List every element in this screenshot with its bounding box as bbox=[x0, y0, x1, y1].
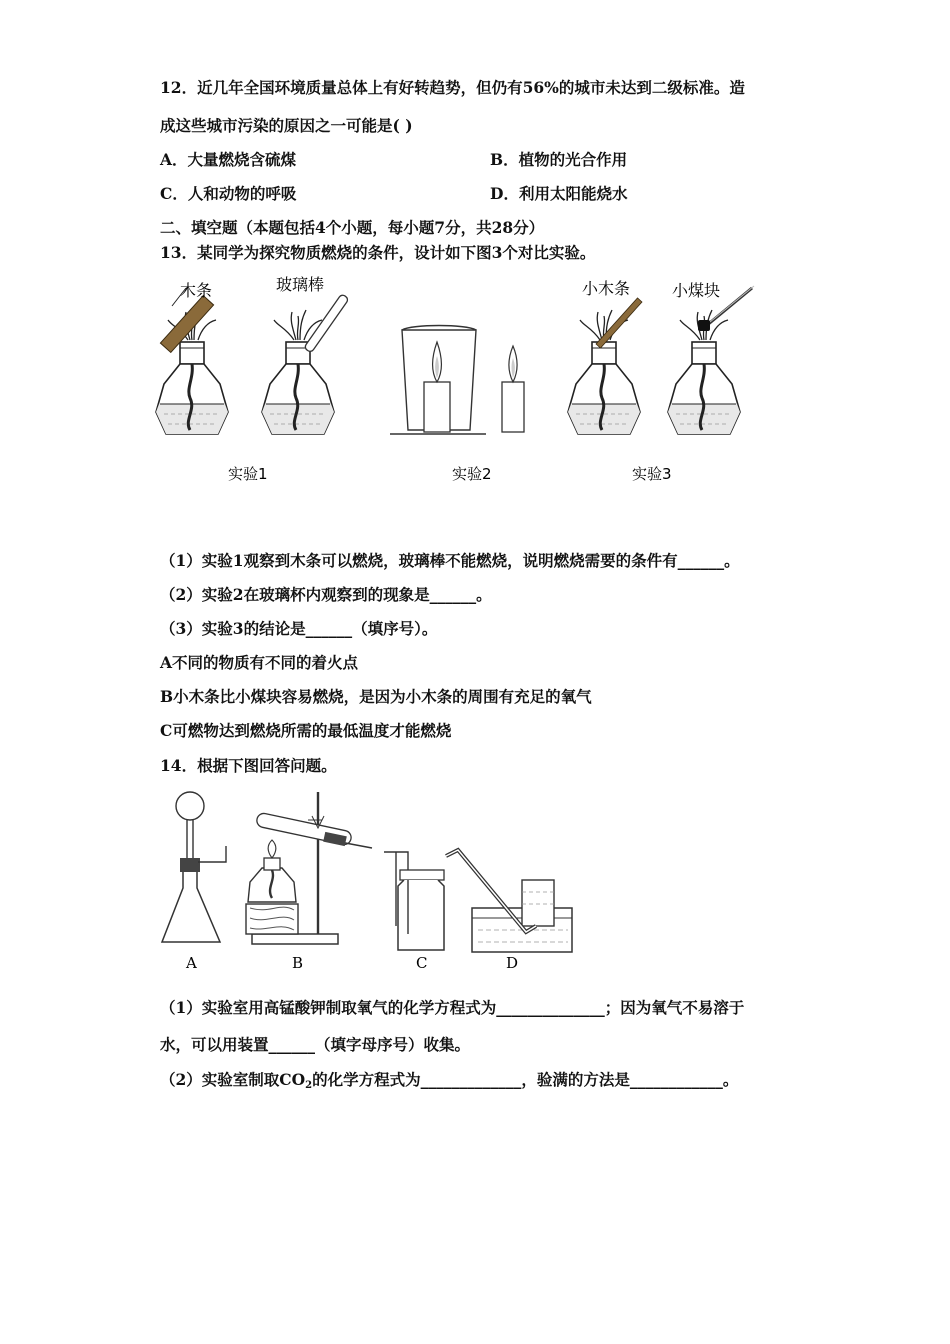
q13-figure bbox=[150, 270, 790, 490]
label-small-wood: 小木条 bbox=[582, 279, 631, 298]
label-small-coal: 小煤块 bbox=[672, 281, 721, 300]
caption-experiment-2: 实验2 bbox=[452, 465, 492, 483]
q13-option-c: C可燃物达到燃烧所需的最低温度才能燃烧 bbox=[160, 721, 452, 740]
q14-part1-line1: （1）实验室用高锰酸钾制取氧气的化学方程式为______________；因为氧气不易溶于 bbox=[160, 998, 745, 1017]
q13-part2: （2）实验2在玻璃杯内观察到的现象是______。 bbox=[160, 585, 492, 604]
q12-option-a: A．大量燃烧含硫煤 bbox=[160, 150, 297, 169]
q12-option-c: C．人和动物的呼吸 bbox=[160, 184, 297, 203]
q12-option-b: B．植物的光合作用 bbox=[490, 150, 628, 169]
label-a: A bbox=[186, 954, 197, 972]
q14-part2 bbox=[160, 1070, 738, 1096]
q13-option-a: A不同的物质有不同的着火点 bbox=[160, 653, 359, 672]
q12-line2: 成这些城市污染的原因之一可能是( ) bbox=[160, 116, 413, 135]
caption-experiment-1: 实验1 bbox=[228, 465, 268, 483]
q13-part1: （1）实验1观察到木条可以燃烧，玻璃棒不能燃烧，说明燃烧需要的条件有______。 bbox=[160, 551, 740, 570]
q14-stem: 14．根据下图回答问题。 bbox=[160, 756, 337, 775]
q12-option-d: D．利用太阳能烧水 bbox=[490, 184, 628, 203]
section-heading: 二、填空题（本题包括4个小题，每小题7分，共28分） bbox=[160, 218, 545, 237]
label-glass-rod: 玻璃棒 bbox=[276, 275, 325, 294]
label-wood: 木条 bbox=[180, 281, 213, 300]
caption-experiment-3: 实验3 bbox=[632, 465, 672, 483]
label-c: C bbox=[416, 954, 428, 972]
label-d: D bbox=[506, 954, 519, 972]
q14-part2-sub: 2 bbox=[305, 1080, 313, 1091]
label-b: B bbox=[292, 954, 304, 972]
q14-part2-pre: （2）实验室制取CO bbox=[160, 1070, 306, 1089]
q13-option-b: B小木条比小煤块容易燃烧，是因为小木条的周围有充足的氧气 bbox=[160, 687, 592, 706]
q14-figure bbox=[150, 784, 590, 976]
q14-part1-line2: 水，可以用装置______（填字母序号）收集。 bbox=[160, 1035, 471, 1054]
q12-line1: 12．近几年全国环境质量总体上有好转趋势，但仍有56%的城市未达到二级标准。造 bbox=[160, 78, 745, 97]
q13-stem: 13．某同学为探究物质燃烧的条件，设计如下图3个对比实验。 bbox=[160, 243, 596, 262]
q13-part3: （3）实验3的结论是______（填序号）。 bbox=[160, 619, 438, 638]
q14-part2-post: 的化学方程式为_____________，验满的方法是____________。 bbox=[312, 1070, 739, 1089]
